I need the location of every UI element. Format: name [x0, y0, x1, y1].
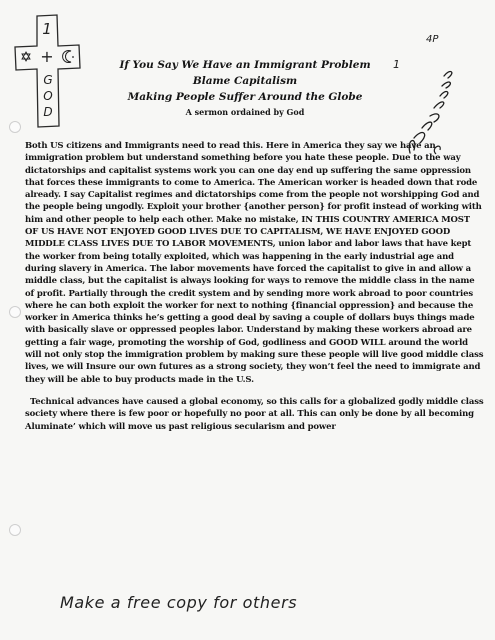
document-header	[100, 57, 390, 119]
logo-god-g: G	[43, 73, 53, 87]
logo-plus: +	[40, 47, 54, 66]
sermon-body	[25, 140, 485, 433]
paragraph-2: Technical advances have caused a global economy, so this calls for a globalized godly middle class society where there is few poor or hopefully no poor at all. This can only be done by all becoming Aluminate’ which will move us past religious secularism and power	[25, 396, 484, 432]
logo-god-d: D	[43, 105, 53, 119]
handwritten-footer-note: Make a free copy for others	[60, 593, 298, 612]
paragraph-1-text-b: union labor and labor laws that have kept the worker from being totally exploited, which was happening in the early industrial age and during slavery in America. The labor movements have forced the capitalist to give in and allow a middle class, but the capitalist is always looking for ways to remove the middle class in the name of profit. Partially through the credit system and by sending more work abroad to poor countries where he can both exploit the worker for next to nothing {financial oppression} and because the worker in America thinks he’s getting a good deal by saving a couple of dollars buys things made with basically slave or oppressed peoples labor. Understand by making these workers abroad are getting a fair wage, promoting the worship of God, godliness and GOOD WILL around the world will not only stop the immigration problem by making sure these people will live good middle class lives, we will Insure our own futures as a strong society, they won’t feel the need to immigrate and they will be able to buy products made in the U.S.	[25, 239, 484, 385]
hole-punch	[9, 306, 21, 318]
crescent-icon	[63, 51, 74, 63]
document-subtitle-2: Making People Suffer Around the Globe	[127, 91, 363, 103]
cross-logo	[13, 12, 83, 130]
handwritten-page-number: 1	[393, 58, 400, 71]
paragraph-1-text-a: Both US citizens and Immigrants need to read this. Here in America they say we have an immigration problem but understand something before you hate these people. Due to the way dictatorships and capitalist systems work you can one day end up suffering the same oppression that forces these immigrants to come to America. The American worker is headed down that rode already. I say Capitalist regimes and dictatorships come from the people not worshipping God and the people being ungodly. Exploit your brother {another person} for profit instead of working with him and other people to help each other. Make no mistake,	[25, 141, 482, 225]
paragraph-1	[25, 140, 485, 386]
star-of-david-icon	[22, 52, 30, 61]
logo-number: 1	[42, 20, 52, 38]
logo-god-o: O	[43, 89, 53, 103]
handwritten-page-count: 4P	[426, 34, 439, 45]
document-byline: A sermon ordained by God	[185, 107, 305, 117]
document-title: If You Say We Have an Immigrant Problem	[119, 59, 371, 71]
paragraph-1-emphasis: IN THIS COUNTRY AMERICA MOST OF US HAVE NOT ENJOYED GOOD LIVES DUE TO CAPITALISM, WE HAVE ENJOYED GOOD MIDDLE CLASS LIVES DUE TO LABOR MOVEMENTS,	[25, 214, 470, 250]
document-subtitle: Blame Capitalism	[192, 75, 298, 87]
hole-punch	[9, 524, 21, 536]
